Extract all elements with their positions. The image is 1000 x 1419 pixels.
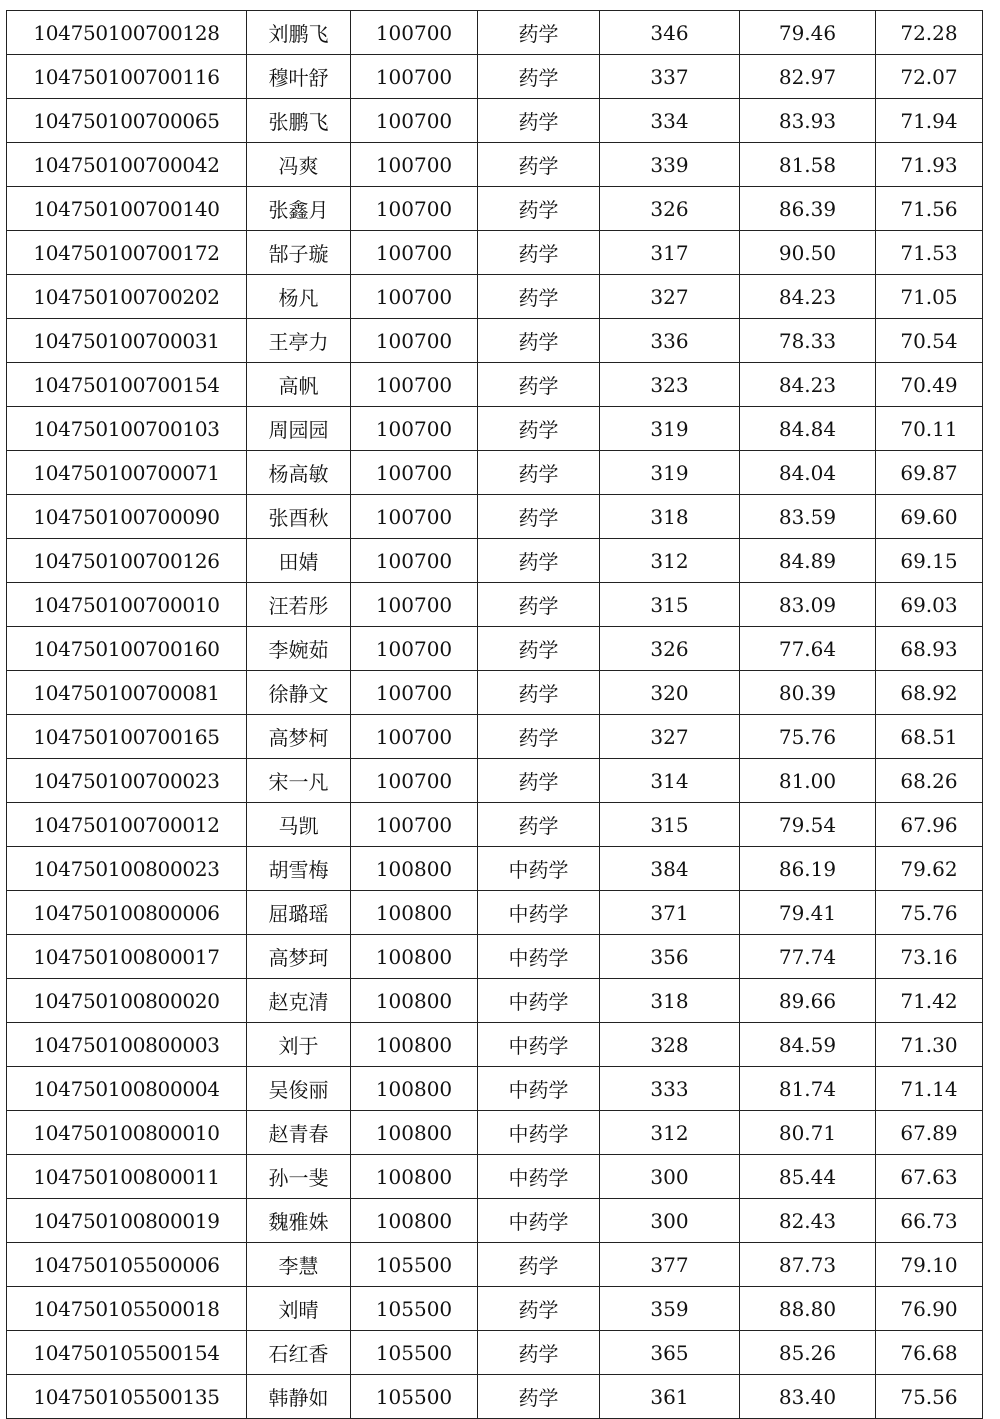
major-code-cell: 100700 <box>351 715 478 759</box>
exam-score-cell: 333 <box>600 1067 740 1111</box>
candidate-id-cell: 104750100800020 <box>7 979 247 1023</box>
major-code-cell: 100800 <box>351 935 478 979</box>
candidate-name-cell: 张酉秋 <box>247 495 351 539</box>
candidate-name-cell: 穆叶舒 <box>247 55 351 99</box>
major-name-cell: 中药学 <box>478 1155 600 1199</box>
interview-score-cell: 90.50 <box>740 231 876 275</box>
major-code-cell: 100700 <box>351 539 478 583</box>
candidate-id-cell: 104750100800011 <box>7 1155 247 1199</box>
table-row <box>7 11 983 55</box>
exam-score-cell: 384 <box>600 847 740 891</box>
interview-score-cell: 84.23 <box>740 275 876 319</box>
major-name-cell: 中药学 <box>478 1023 600 1067</box>
total-score-cell: 68.26 <box>876 759 983 803</box>
total-score-cell: 79.10 <box>876 1243 983 1287</box>
major-name-cell: 药学 <box>478 671 600 715</box>
total-score-cell: 70.54 <box>876 319 983 363</box>
candidate-name-cell: 石红香 <box>247 1331 351 1375</box>
total-score-cell: 71.05 <box>876 275 983 319</box>
table-row <box>7 539 983 583</box>
major-name-cell: 药学 <box>478 143 600 187</box>
major-name-cell: 药学 <box>478 495 600 539</box>
major-code-cell: 100800 <box>351 979 478 1023</box>
major-code-cell: 100700 <box>351 187 478 231</box>
candidate-id-cell: 104750100700172 <box>7 231 247 275</box>
table-row <box>7 99 983 143</box>
major-name-cell: 药学 <box>478 187 600 231</box>
exam-score-cell: 320 <box>600 671 740 715</box>
interview-score-cell: 75.76 <box>740 715 876 759</box>
major-name-cell: 药学 <box>478 803 600 847</box>
exam-score-cell: 323 <box>600 363 740 407</box>
table-row <box>7 847 983 891</box>
major-name-cell: 中药学 <box>478 847 600 891</box>
exam-score-cell: 356 <box>600 935 740 979</box>
interview-score-cell: 85.44 <box>740 1155 876 1199</box>
major-name-cell: 药学 <box>478 1243 600 1287</box>
major-name-cell: 中药学 <box>478 979 600 1023</box>
table-row <box>7 495 983 539</box>
major-name-cell: 药学 <box>478 1331 600 1375</box>
major-code-cell: 100700 <box>351 583 478 627</box>
major-code-cell: 105500 <box>351 1243 478 1287</box>
candidate-name-cell: 李婉茹 <box>247 627 351 671</box>
candidate-id-cell: 104750105500154 <box>7 1331 247 1375</box>
total-score-cell: 71.42 <box>876 979 983 1023</box>
exam-score-cell: 318 <box>600 495 740 539</box>
major-name-cell: 中药学 <box>478 935 600 979</box>
table-row <box>7 55 983 99</box>
exam-score-cell: 317 <box>600 231 740 275</box>
interview-score-cell: 77.74 <box>740 935 876 979</box>
candidate-id-cell: 104750100700154 <box>7 363 247 407</box>
candidate-id-cell: 104750100700081 <box>7 671 247 715</box>
candidate-id-cell: 104750100700023 <box>7 759 247 803</box>
interview-score-cell: 86.19 <box>740 847 876 891</box>
major-name-cell: 药学 <box>478 627 600 671</box>
candidate-id-cell: 104750105500018 <box>7 1287 247 1331</box>
exam-score-cell: 377 <box>600 1243 740 1287</box>
candidate-name-cell: 吴俊丽 <box>247 1067 351 1111</box>
interview-score-cell: 84.84 <box>740 407 876 451</box>
interview-score-cell: 79.41 <box>740 891 876 935</box>
exam-score-cell: 327 <box>600 715 740 759</box>
table-row <box>7 1243 983 1287</box>
table-row <box>7 715 983 759</box>
major-name-cell: 药学 <box>478 1375 600 1419</box>
candidate-id-cell: 104750100800003 <box>7 1023 247 1067</box>
major-name-cell: 药学 <box>478 55 600 99</box>
candidate-id-cell: 104750100800010 <box>7 1111 247 1155</box>
exam-score-cell: 365 <box>600 1331 740 1375</box>
total-score-cell: 75.56 <box>876 1375 983 1419</box>
candidate-name-cell: 汪若彤 <box>247 583 351 627</box>
candidate-id-cell: 104750100700116 <box>7 55 247 99</box>
major-code-cell: 100700 <box>351 803 478 847</box>
candidate-id-cell: 104750100700103 <box>7 407 247 451</box>
total-score-cell: 71.94 <box>876 99 983 143</box>
exam-score-cell: 300 <box>600 1199 740 1243</box>
total-score-cell: 72.28 <box>876 11 983 55</box>
interview-score-cell: 82.97 <box>740 55 876 99</box>
candidate-name-cell: 魏雅姝 <box>247 1199 351 1243</box>
score-table <box>6 10 983 1419</box>
candidate-name-cell: 韩静如 <box>247 1375 351 1419</box>
total-score-cell: 68.92 <box>876 671 983 715</box>
candidate-id-cell: 104750100800004 <box>7 1067 247 1111</box>
interview-score-cell: 87.73 <box>740 1243 876 1287</box>
candidate-name-cell: 王亭力 <box>247 319 351 363</box>
candidate-id-cell: 104750100700065 <box>7 99 247 143</box>
interview-score-cell: 83.93 <box>740 99 876 143</box>
candidate-name-cell: 杨高敏 <box>247 451 351 495</box>
candidate-id-cell: 104750100700128 <box>7 11 247 55</box>
interview-score-cell: 80.71 <box>740 1111 876 1155</box>
candidate-id-cell: 104750100700031 <box>7 319 247 363</box>
table-row <box>7 979 983 1023</box>
candidate-name-cell: 胡雪梅 <box>247 847 351 891</box>
table-row <box>7 187 983 231</box>
exam-score-cell: 300 <box>600 1155 740 1199</box>
major-code-cell: 100700 <box>351 363 478 407</box>
total-score-cell: 75.76 <box>876 891 983 935</box>
major-code-cell: 100800 <box>351 891 478 935</box>
major-code-cell: 100800 <box>351 1023 478 1067</box>
total-score-cell: 72.07 <box>876 55 983 99</box>
major-code-cell: 100700 <box>351 407 478 451</box>
exam-score-cell: 339 <box>600 143 740 187</box>
major-code-cell: 100800 <box>351 847 478 891</box>
candidate-id-cell: 104750100700202 <box>7 275 247 319</box>
candidate-name-cell: 冯爽 <box>247 143 351 187</box>
candidate-id-cell: 104750100700165 <box>7 715 247 759</box>
exam-score-cell: 319 <box>600 451 740 495</box>
exam-score-cell: 312 <box>600 1111 740 1155</box>
candidate-name-cell: 赵克清 <box>247 979 351 1023</box>
candidate-id-cell: 104750100700160 <box>7 627 247 671</box>
candidate-name-cell: 田婧 <box>247 539 351 583</box>
candidate-id-cell: 104750105500135 <box>7 1375 247 1419</box>
total-score-cell: 70.11 <box>876 407 983 451</box>
table-row <box>7 1331 983 1375</box>
total-score-cell: 76.68 <box>876 1331 983 1375</box>
major-name-cell: 药学 <box>478 539 600 583</box>
table-row <box>7 627 983 671</box>
major-name-cell: 中药学 <box>478 1199 600 1243</box>
major-code-cell: 100700 <box>351 759 478 803</box>
major-code-cell: 100700 <box>351 671 478 715</box>
exam-score-cell: 319 <box>600 407 740 451</box>
score-table-body <box>7 11 983 1419</box>
candidate-name-cell: 刘于 <box>247 1023 351 1067</box>
candidate-name-cell: 孙一斐 <box>247 1155 351 1199</box>
interview-score-cell: 83.09 <box>740 583 876 627</box>
candidate-id-cell: 104750100800006 <box>7 891 247 935</box>
exam-score-cell: 315 <box>600 803 740 847</box>
major-name-cell: 药学 <box>478 407 600 451</box>
candidate-name-cell: 周园园 <box>247 407 351 451</box>
major-name-cell: 药学 <box>478 231 600 275</box>
candidate-name-cell: 宋一凡 <box>247 759 351 803</box>
table-row <box>7 1375 983 1419</box>
total-score-cell: 79.62 <box>876 847 983 891</box>
total-score-cell: 68.93 <box>876 627 983 671</box>
candidate-id-cell: 104750100800019 <box>7 1199 247 1243</box>
table-row <box>7 1155 983 1199</box>
exam-score-cell: 346 <box>600 11 740 55</box>
major-name-cell: 中药学 <box>478 1111 600 1155</box>
interview-score-cell: 84.59 <box>740 1023 876 1067</box>
major-code-cell: 105500 <box>351 1287 478 1331</box>
table-row <box>7 671 983 715</box>
table-row <box>7 319 983 363</box>
exam-score-cell: 312 <box>600 539 740 583</box>
total-score-cell: 69.60 <box>876 495 983 539</box>
major-name-cell: 药学 <box>478 11 600 55</box>
total-score-cell: 69.03 <box>876 583 983 627</box>
candidate-name-cell: 郜子璇 <box>247 231 351 275</box>
major-code-cell: 100700 <box>351 99 478 143</box>
major-code-cell: 100700 <box>351 495 478 539</box>
candidate-id-cell: 104750100700010 <box>7 583 247 627</box>
interview-score-cell: 88.80 <box>740 1287 876 1331</box>
table-row <box>7 143 983 187</box>
major-name-cell: 中药学 <box>478 891 600 935</box>
interview-score-cell: 79.46 <box>740 11 876 55</box>
candidate-id-cell: 104750100700071 <box>7 451 247 495</box>
exam-score-cell: 315 <box>600 583 740 627</box>
table-row <box>7 407 983 451</box>
major-code-cell: 105500 <box>351 1331 478 1375</box>
total-score-cell: 71.53 <box>876 231 983 275</box>
major-name-cell: 药学 <box>478 759 600 803</box>
total-score-cell: 68.51 <box>876 715 983 759</box>
interview-score-cell: 82.43 <box>740 1199 876 1243</box>
total-score-cell: 67.63 <box>876 1155 983 1199</box>
interview-score-cell: 80.39 <box>740 671 876 715</box>
major-code-cell: 100700 <box>351 451 478 495</box>
interview-score-cell: 85.26 <box>740 1331 876 1375</box>
exam-score-cell: 326 <box>600 187 740 231</box>
exam-score-cell: 359 <box>600 1287 740 1331</box>
major-name-cell: 药学 <box>478 1287 600 1331</box>
candidate-id-cell: 104750100700140 <box>7 187 247 231</box>
interview-score-cell: 77.64 <box>740 627 876 671</box>
candidate-name-cell: 刘晴 <box>247 1287 351 1331</box>
total-score-cell: 66.73 <box>876 1199 983 1243</box>
exam-score-cell: 326 <box>600 627 740 671</box>
major-code-cell: 105500 <box>351 1375 478 1419</box>
major-name-cell: 药学 <box>478 275 600 319</box>
major-code-cell: 100700 <box>351 275 478 319</box>
major-code-cell: 100700 <box>351 627 478 671</box>
interview-score-cell: 84.04 <box>740 451 876 495</box>
major-code-cell: 100700 <box>351 319 478 363</box>
candidate-name-cell: 刘鹏飞 <box>247 11 351 55</box>
major-code-cell: 100800 <box>351 1067 478 1111</box>
major-name-cell: 药学 <box>478 451 600 495</box>
exam-score-cell: 337 <box>600 55 740 99</box>
candidate-id-cell: 104750100700126 <box>7 539 247 583</box>
exam-score-cell: 361 <box>600 1375 740 1419</box>
total-score-cell: 71.30 <box>876 1023 983 1067</box>
candidate-id-cell: 104750100800023 <box>7 847 247 891</box>
total-score-cell: 71.93 <box>876 143 983 187</box>
table-row <box>7 275 983 319</box>
interview-score-cell: 86.39 <box>740 187 876 231</box>
candidate-id-cell: 104750105500006 <box>7 1243 247 1287</box>
exam-score-cell: 336 <box>600 319 740 363</box>
candidate-name-cell: 赵青春 <box>247 1111 351 1155</box>
exam-score-cell: 334 <box>600 99 740 143</box>
interview-score-cell: 81.58 <box>740 143 876 187</box>
candidate-name-cell: 高梦柯 <box>247 715 351 759</box>
major-name-cell: 药学 <box>478 363 600 407</box>
major-code-cell: 100800 <box>351 1199 478 1243</box>
table-row <box>7 891 983 935</box>
candidate-name-cell: 马凯 <box>247 803 351 847</box>
table-row <box>7 759 983 803</box>
exam-score-cell: 328 <box>600 1023 740 1067</box>
interview-score-cell: 83.40 <box>740 1375 876 1419</box>
total-score-cell: 69.15 <box>876 539 983 583</box>
candidate-name-cell: 徐静文 <box>247 671 351 715</box>
total-score-cell: 67.89 <box>876 1111 983 1155</box>
major-name-cell: 药学 <box>478 715 600 759</box>
candidate-name-cell: 高帆 <box>247 363 351 407</box>
exam-score-cell: 327 <box>600 275 740 319</box>
total-score-cell: 70.49 <box>876 363 983 407</box>
interview-score-cell: 78.33 <box>740 319 876 363</box>
table-row <box>7 451 983 495</box>
major-code-cell: 100700 <box>351 143 478 187</box>
table-row <box>7 935 983 979</box>
major-code-cell: 100800 <box>351 1111 478 1155</box>
candidate-name-cell: 张鑫月 <box>247 187 351 231</box>
total-score-cell: 76.90 <box>876 1287 983 1331</box>
table-row <box>7 231 983 275</box>
total-score-cell: 71.56 <box>876 187 983 231</box>
candidate-id-cell: 104750100700090 <box>7 495 247 539</box>
major-name-cell: 中药学 <box>478 1067 600 1111</box>
major-code-cell: 100700 <box>351 11 478 55</box>
table-row <box>7 583 983 627</box>
table-row <box>7 1067 983 1111</box>
table-row <box>7 363 983 407</box>
candidate-name-cell: 杨凡 <box>247 275 351 319</box>
major-name-cell: 药学 <box>478 319 600 363</box>
table-row <box>7 803 983 847</box>
interview-score-cell: 84.89 <box>740 539 876 583</box>
total-score-cell: 71.14 <box>876 1067 983 1111</box>
candidate-name-cell: 屈璐瑶 <box>247 891 351 935</box>
candidate-name-cell: 张鹏飞 <box>247 99 351 143</box>
interview-score-cell: 79.54 <box>740 803 876 847</box>
total-score-cell: 69.87 <box>876 451 983 495</box>
interview-score-cell: 89.66 <box>740 979 876 1023</box>
major-code-cell: 100700 <box>351 231 478 275</box>
exam-score-cell: 318 <box>600 979 740 1023</box>
table-row <box>7 1199 983 1243</box>
interview-score-cell: 84.23 <box>740 363 876 407</box>
interview-score-cell: 81.74 <box>740 1067 876 1111</box>
interview-score-cell: 83.59 <box>740 495 876 539</box>
exam-score-cell: 314 <box>600 759 740 803</box>
major-code-cell: 100800 <box>351 1155 478 1199</box>
interview-score-cell: 81.00 <box>740 759 876 803</box>
candidate-id-cell: 104750100700012 <box>7 803 247 847</box>
table-row <box>7 1023 983 1067</box>
table-row <box>7 1111 983 1155</box>
major-name-cell: 药学 <box>478 99 600 143</box>
table-row <box>7 1287 983 1331</box>
candidate-name-cell: 李慧 <box>247 1243 351 1287</box>
candidate-id-cell: 104750100700042 <box>7 143 247 187</box>
total-score-cell: 73.16 <box>876 935 983 979</box>
major-name-cell: 药学 <box>478 583 600 627</box>
candidate-name-cell: 高梦珂 <box>247 935 351 979</box>
major-code-cell: 100700 <box>351 55 478 99</box>
total-score-cell: 67.96 <box>876 803 983 847</box>
candidate-id-cell: 104750100800017 <box>7 935 247 979</box>
exam-score-cell: 371 <box>600 891 740 935</box>
